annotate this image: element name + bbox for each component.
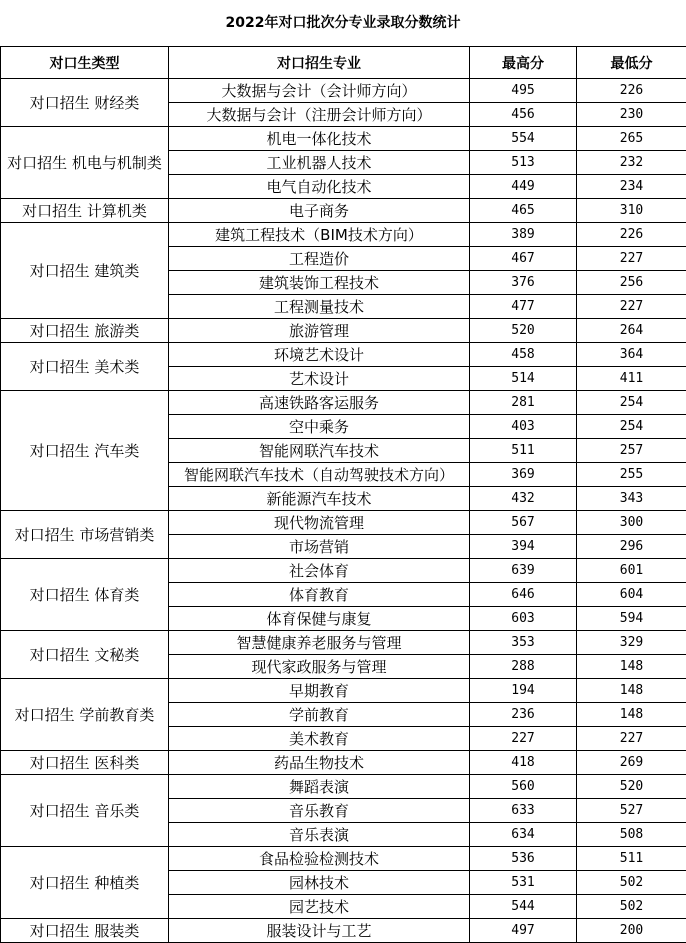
min-score-cell: 254 — [577, 391, 686, 415]
min-score-cell: 296 — [577, 535, 686, 559]
max-score-cell: 394 — [470, 535, 577, 559]
min-score-cell: 329 — [577, 631, 686, 655]
major-cell: 食品检验检测技术 — [169, 847, 470, 871]
table-row — [1, 775, 686, 799]
min-score-cell: 230 — [577, 103, 686, 127]
category-cell: 对口招生 计算机类 — [1, 199, 169, 223]
major-cell: 建筑装饰工程技术 — [169, 271, 470, 295]
header-row — [1, 47, 686, 79]
min-score-cell: 148 — [577, 655, 686, 679]
max-score-cell: 560 — [470, 775, 577, 799]
min-score-cell: 234 — [577, 175, 686, 199]
major-cell: 智能网联汽车技术 — [169, 439, 470, 463]
header-min-score: 最低分 — [577, 47, 686, 79]
max-score-cell: 513 — [470, 151, 577, 175]
major-cell: 市场营销 — [169, 535, 470, 559]
max-score-cell: 567 — [470, 511, 577, 535]
min-score-cell: 255 — [577, 463, 686, 487]
max-score-cell: 633 — [470, 799, 577, 823]
max-score-cell: 514 — [470, 367, 577, 391]
table-row — [1, 919, 686, 943]
min-score-cell: 511 — [577, 847, 686, 871]
min-score-cell: 254 — [577, 415, 686, 439]
table-row — [1, 319, 686, 343]
min-score-cell: 257 — [577, 439, 686, 463]
category-cell: 对口招生 旅游类 — [1, 319, 169, 343]
min-score-cell: 343 — [577, 487, 686, 511]
major-cell: 旅游管理 — [169, 319, 470, 343]
table-row — [1, 631, 686, 655]
min-score-cell: 310 — [577, 199, 686, 223]
min-score-cell: 502 — [577, 895, 686, 919]
major-cell: 园林技术 — [169, 871, 470, 895]
max-score-cell: 544 — [470, 895, 577, 919]
max-score-cell: 389 — [470, 223, 577, 247]
min-score-cell: 256 — [577, 271, 686, 295]
max-score-cell: 449 — [470, 175, 577, 199]
major-cell: 体育教育 — [169, 583, 470, 607]
category-cell: 对口招生 汽车类 — [1, 391, 169, 511]
major-cell: 工业机器人技术 — [169, 151, 470, 175]
min-score-cell: 227 — [577, 247, 686, 271]
major-cell: 大数据与会计（会计师方向） — [169, 79, 470, 103]
max-score-cell: 511 — [470, 439, 577, 463]
header-max-score: 最高分 — [470, 47, 577, 79]
max-score-cell: 646 — [470, 583, 577, 607]
max-score-cell: 465 — [470, 199, 577, 223]
table-row — [1, 847, 686, 871]
major-cell: 社会体育 — [169, 559, 470, 583]
major-cell: 智能网联汽车技术（自动驾驶技术方向） — [169, 463, 470, 487]
min-score-cell: 264 — [577, 319, 686, 343]
min-score-cell: 227 — [577, 295, 686, 319]
max-score-cell: 467 — [470, 247, 577, 271]
major-cell: 早期教育 — [169, 679, 470, 703]
major-cell: 建筑工程技术（BIM技术方向） — [169, 223, 470, 247]
max-score-cell: 531 — [470, 871, 577, 895]
min-score-cell: 300 — [577, 511, 686, 535]
category-cell: 对口招生 文秘类 — [1, 631, 169, 679]
max-score-cell: 369 — [470, 463, 577, 487]
max-score-cell: 634 — [470, 823, 577, 847]
max-score-cell: 236 — [470, 703, 577, 727]
table-row — [1, 199, 686, 223]
min-score-cell: 227 — [577, 727, 686, 751]
major-cell: 园艺技术 — [169, 895, 470, 919]
min-score-cell: 226 — [577, 223, 686, 247]
max-score-cell: 603 — [470, 607, 577, 631]
category-cell: 对口招生 音乐类 — [1, 775, 169, 847]
table-row — [1, 751, 686, 775]
table-row — [1, 559, 686, 583]
major-cell: 新能源汽车技术 — [169, 487, 470, 511]
category-cell: 对口招生 财经类 — [1, 79, 169, 127]
table-row — [1, 127, 686, 151]
max-score-cell: 376 — [470, 271, 577, 295]
max-score-cell: 456 — [470, 103, 577, 127]
category-cell: 对口招生 建筑类 — [1, 223, 169, 319]
major-cell: 药品生物技术 — [169, 751, 470, 775]
max-score-cell: 639 — [470, 559, 577, 583]
major-cell: 服装设计与工艺 — [169, 919, 470, 943]
min-score-cell: 148 — [577, 703, 686, 727]
min-score-cell: 508 — [577, 823, 686, 847]
max-score-cell: 536 — [470, 847, 577, 871]
max-score-cell: 288 — [470, 655, 577, 679]
min-score-cell: 226 — [577, 79, 686, 103]
min-score-cell: 527 — [577, 799, 686, 823]
max-score-cell: 281 — [470, 391, 577, 415]
major-cell: 舞蹈表演 — [169, 775, 470, 799]
category-cell: 对口招生 美术类 — [1, 343, 169, 391]
table-row — [1, 511, 686, 535]
min-score-cell: 148 — [577, 679, 686, 703]
min-score-cell: 265 — [577, 127, 686, 151]
min-score-cell: 502 — [577, 871, 686, 895]
max-score-cell: 418 — [470, 751, 577, 775]
max-score-cell: 458 — [470, 343, 577, 367]
category-cell: 对口招生 体育类 — [1, 559, 169, 631]
table-row — [1, 223, 686, 247]
major-cell: 音乐表演 — [169, 823, 470, 847]
major-cell: 空中乘务 — [169, 415, 470, 439]
major-cell: 音乐教育 — [169, 799, 470, 823]
min-score-cell: 411 — [577, 367, 686, 391]
major-cell: 环境艺术设计 — [169, 343, 470, 367]
major-cell: 现代家政服务与管理 — [169, 655, 470, 679]
max-score-cell: 227 — [470, 727, 577, 751]
table-row — [1, 679, 686, 703]
category-cell: 对口招生 市场营销类 — [1, 511, 169, 559]
min-score-cell: 232 — [577, 151, 686, 175]
major-cell: 工程测量技术 — [169, 295, 470, 319]
min-score-cell: 200 — [577, 919, 686, 943]
major-cell: 现代物流管理 — [169, 511, 470, 535]
category-cell: 对口招生 学前教育类 — [1, 679, 169, 751]
major-cell: 学前教育 — [169, 703, 470, 727]
min-score-cell: 269 — [577, 751, 686, 775]
category-cell: 对口招生 种植类 — [1, 847, 169, 919]
table-title: 2022年对口批次分专业录取分数统计 — [225, 15, 461, 31]
major-cell: 电气自动化技术 — [169, 175, 470, 199]
major-cell: 机电一体化技术 — [169, 127, 470, 151]
min-score-cell: 601 — [577, 559, 686, 583]
max-score-cell: 477 — [470, 295, 577, 319]
major-cell: 高速铁路客运服务 — [169, 391, 470, 415]
major-cell: 电子商务 — [169, 199, 470, 223]
min-score-cell: 594 — [577, 607, 686, 631]
score-table — [0, 46, 686, 943]
category-cell: 对口招生 机电与机制类 — [1, 127, 169, 199]
max-score-cell: 520 — [470, 319, 577, 343]
major-cell: 艺术设计 — [169, 367, 470, 391]
max-score-cell: 495 — [470, 79, 577, 103]
table-row — [1, 391, 686, 415]
header-major: 对口招生专业 — [169, 47, 470, 79]
table-row — [1, 343, 686, 367]
min-score-cell: 520 — [577, 775, 686, 799]
header-category: 对口生类型 — [1, 47, 169, 79]
max-score-cell: 497 — [470, 919, 577, 943]
max-score-cell: 403 — [470, 415, 577, 439]
max-score-cell: 432 — [470, 487, 577, 511]
category-cell: 对口招生 医科类 — [1, 751, 169, 775]
max-score-cell: 194 — [470, 679, 577, 703]
max-score-cell: 353 — [470, 631, 577, 655]
min-score-cell: 364 — [577, 343, 686, 367]
min-score-cell: 604 — [577, 583, 686, 607]
major-cell: 体育保健与康复 — [169, 607, 470, 631]
category-cell: 对口招生 服装类 — [1, 919, 169, 943]
table-row — [1, 79, 686, 103]
major-cell: 智慧健康养老服务与管理 — [169, 631, 470, 655]
max-score-cell: 554 — [470, 127, 577, 151]
major-cell: 工程造价 — [169, 247, 470, 271]
major-cell: 大数据与会计（注册会计师方向） — [169, 103, 470, 127]
major-cell: 美术教育 — [169, 727, 470, 751]
